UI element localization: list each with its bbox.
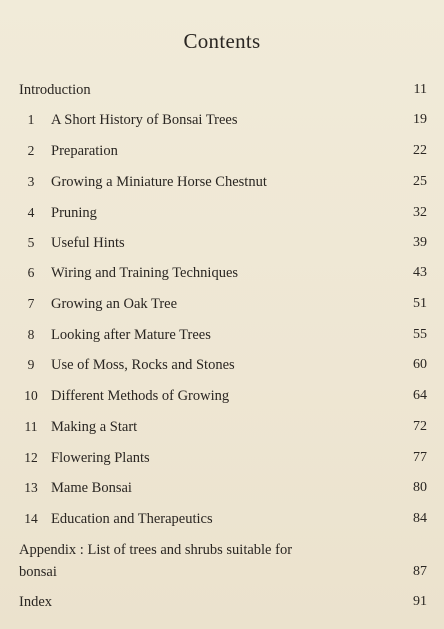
entry-title: Growing an Oak Tree	[51, 296, 178, 312]
entry-page: 25	[413, 174, 427, 189]
chapter-number: 7	[27, 296, 35, 311]
entry-page: 11	[413, 82, 427, 97]
entry-title: Introduction	[19, 82, 91, 98]
entry-page: 39	[413, 235, 427, 250]
toc-entry	[0, 262, 444, 284]
entry-title: A Short History of Bonsai Trees	[51, 112, 238, 128]
entry-title: Useful Hints	[51, 235, 125, 251]
entry-page: 55	[413, 327, 427, 342]
entry-page: 43	[413, 265, 427, 280]
chapter-number: 12	[24, 450, 38, 465]
entry-page: 22	[413, 143, 427, 158]
toc-entry	[0, 293, 444, 315]
toc-entry	[0, 447, 444, 469]
chapter-number: 11	[24, 419, 38, 434]
entry-page: 91	[413, 594, 427, 609]
toc-entry	[0, 140, 444, 162]
toc-entry	[0, 324, 444, 346]
entry-title: Different Methods of Growing	[51, 388, 230, 404]
entry-title: Pruning	[51, 205, 97, 221]
entry-page: 19	[413, 112, 427, 127]
entry-title-continued: bonsai	[19, 564, 57, 580]
chapter-number: 1	[27, 112, 35, 127]
entry-page: 84	[413, 511, 427, 526]
entry-page: 72	[413, 419, 427, 434]
toc-entry	[0, 354, 444, 376]
entry-title: Appendix : List of trees and shrubs suitable for	[19, 542, 293, 558]
entry-title: Looking after Mature Trees	[51, 327, 211, 343]
entry-page: 60	[413, 357, 427, 372]
entry-title: Preparation	[51, 143, 118, 159]
toc-entry	[0, 202, 444, 224]
chapter-number: 9	[27, 357, 35, 372]
entry-title: Wiring and Training Techniques	[51, 265, 239, 281]
chapter-number: 10	[24, 388, 38, 403]
toc-entry-index	[0, 591, 444, 613]
toc-entry	[0, 385, 444, 407]
entry-title: Growing a Miniature Horse Chestnut	[51, 174, 267, 190]
toc-entry	[0, 109, 444, 131]
chapter-number: 14	[24, 511, 38, 526]
toc-entry	[0, 416, 444, 438]
entry-title: Making a Start	[51, 419, 138, 435]
entry-title: Mame Bonsai	[51, 480, 132, 496]
chapter-number: 13	[24, 480, 38, 495]
entry-page: 87	[413, 564, 427, 579]
entry-page: 80	[413, 480, 427, 495]
chapter-number: 2	[27, 143, 35, 158]
chapter-number: 6	[27, 265, 35, 280]
entry-page: 51	[413, 296, 427, 311]
chapter-number: 8	[27, 327, 35, 342]
chapter-number: 5	[27, 235, 35, 250]
chapter-number: 4	[27, 205, 35, 220]
entry-title: Index	[19, 594, 53, 610]
toc-entry	[0, 508, 444, 530]
entry-page: 64	[413, 388, 427, 403]
entry-page: 77	[413, 450, 427, 465]
entry-title: Flowering Plants	[51, 450, 150, 466]
toc-entry-appendix	[0, 539, 444, 585]
toc-entry-introduction	[0, 79, 444, 101]
chapter-number: 3	[27, 174, 35, 189]
toc-entry	[0, 232, 444, 254]
toc-entry	[0, 477, 444, 499]
toc-entry	[0, 171, 444, 193]
page-title: Contents	[183, 29, 261, 53]
entry-title: Use of Moss, Rocks and Stones	[51, 357, 235, 373]
entry-title: Education and Therapeutics	[51, 511, 213, 527]
entry-page: 32	[413, 205, 427, 220]
